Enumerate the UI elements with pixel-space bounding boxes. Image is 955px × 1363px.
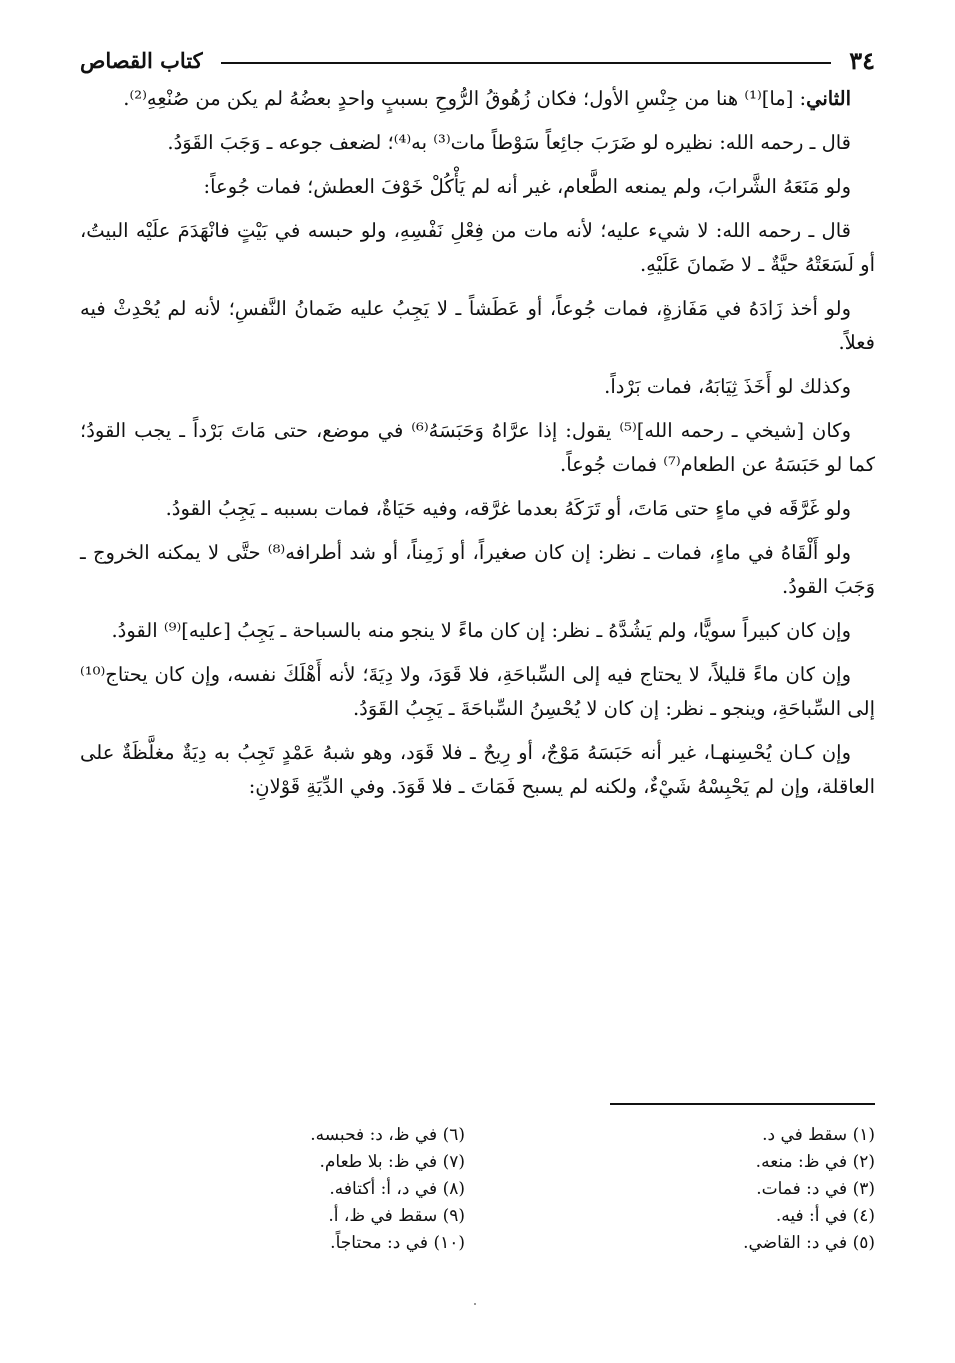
paragraph [80, 414, 875, 482]
footnote: (٢) في ظ: منعه. [755, 1152, 875, 1172]
paragraph [80, 126, 875, 160]
paragraph-text: وإن كـان يُحْسِنهـا، غير أنه حَبَسَهُ مَوْجٌ، أو رِيحٌ ـ فلا قَوَد، وهو شبهُ عَمْدٍ تَجِبُ به دِيَةٌ مغلَّظَةٌ على العاقلة، وإن لم يَحْبِسْهُ شَيْءٌ، ولكنه لم يسبح فَمَاتَ ـ فلا قَوَدَ. وفي الدِّيَةِ قَوْلانِ: [80, 741, 875, 798]
paragraph [80, 370, 875, 404]
paragraph-text: وكان [شيخي ـ رحمه الله]⁽⁵⁾ يقول: إذا عرَّاهُ وَحَبَسَهُ⁽⁶⁾ في موضع، حتى مَاتَ بَرْداً ـ يجب القودُ؛ كما لو حَبَسَهُ عن الطعام⁽⁷⁾ فمات جُوعاً. [80, 419, 875, 476]
footnote: (١٠) في د: محتاجاً. [330, 1233, 465, 1253]
paragraph-text: وإن كان كبيراً سويًّا، ولم يَشُدَّهُ ـ نظر: إن كان ماءً لا ينجو منه بالسباحة ـ يَجِبُ [عليه]⁽⁹⁾ القودُ. [111, 619, 851, 642]
paragraph-text: : [ما]⁽¹⁾ هنا من جِنْسِ الأول؛ فكان زُهُوقُ الرُّوحِ بسببٍ واحدٍ بعضُهُ لم يكن من صُنْعِهِ⁽²⁾. [123, 87, 807, 110]
paragraph [80, 292, 875, 360]
footnotes [80, 1122, 875, 1257]
paragraph [80, 82, 875, 116]
footnote-separator [610, 1103, 875, 1105]
paragraph-text: ولو أَلْقَاهُ في ماءٍ، فمات ـ نظر: إن كان صغيراً، أو زَمِناً، أو شد أطرافه⁽⁸⁾ حتَّى لا يمكنه الخروج ـ وَجَبَ القودُ. [80, 541, 875, 598]
paragraph-lead: الثاني [806, 87, 851, 110]
paragraph [80, 614, 875, 648]
footnote: (١) سقط في د. [762, 1125, 875, 1145]
page-number: ٣٤ [849, 45, 875, 75]
paragraph-text: ولو مَنَعَهُ الشَّرابَ، ولم يمنعه الطَّعام، غير أنه لم يَأْكُلْ خَوْفَ العطش؛ فمات جُوعاً: [203, 175, 851, 198]
scan-dot [474, 1303, 476, 1305]
footnote: (٥) في د: القاضي. [743, 1233, 875, 1253]
footnote: (٤) في أ: فيه. [775, 1206, 875, 1226]
main-text [80, 82, 875, 814]
footnote-column-left [85, 1122, 465, 1257]
paragraph-text: وإن كان ماءً قليلاً، لا يحتاج فيه إلى السِّباحَةِ، فلا قَوَدَ، ولا دِيَةَ؛ لأنه أَهْلَكَ نفسه، وإن كان يحتاج⁽¹⁰⁾ إلى السِّباحَةِ، وينجو ـ نظر: إن كان لا يُحْسِنُ السِّباحَةَ ـ يَجِبُ القَوَدُ. [80, 663, 875, 720]
book-title: كتاب القصاص [80, 47, 203, 73]
paragraph [80, 658, 875, 726]
paragraph [80, 214, 875, 282]
paragraph-text: قال ـ رحمه الله: نظيره لو ضَرَبَ جائِعاً سَوْطاً مات⁽³⁾ به⁽⁴⁾؛ لضعف جوعه ـ وَجَبَ القَوَدُ. [167, 131, 851, 154]
header-rule [221, 62, 832, 64]
paragraph [80, 736, 875, 804]
footnote: (٦) في ظ، د: فحبسه. [310, 1125, 465, 1145]
paragraph [80, 170, 875, 204]
footnote: (٣) في د: فمات. [756, 1179, 875, 1199]
paragraph [80, 492, 875, 526]
paragraph-text: قال ـ رحمه الله: لا شيء عليه؛ لأنه مات من فِعْلِ نَفْسِهِ، ولو حبسه في بَيْتٍ فانْهَدَمَ علَيْه البيتُ، أو لَسَعَتْهُ حيَّةٌ ـ لا ضَمانَ عَلَيْهِ. [80, 219, 875, 276]
footnote-column-right [495, 1122, 875, 1257]
footnote: (٩) سقط في ظ، أ. [328, 1206, 465, 1226]
footnote: (٧) في ظ: بلا طعام. [319, 1152, 465, 1172]
paragraph-text: ولو أخذ زَادَهُ في مَفَازةٍ، فمات جُوعاً، أو عَطَشاً ـ لا يَجِبُ عليه ضَمانُ النَّفسِ؛ لأنه لم يُحْدِثْ فيه فعلاً. [80, 297, 875, 354]
footnote: (٨) في د، أ: أكتافه. [329, 1179, 465, 1199]
page-header [80, 40, 875, 80]
paragraph-text: وكذلك لو أَخَذَ ثِيَابَهُ، فمات بَرْداً. [604, 375, 851, 398]
paragraph-text: ولو غَرَّقَه في ماءٍ حتى مَاتَ، أو تَرَكَهُ بعدما غرَّقه، وفيه حَيَاةٌ، فمات بسببه ـ يَجِبُ القودُ. [165, 497, 851, 520]
paragraph [80, 536, 875, 604]
